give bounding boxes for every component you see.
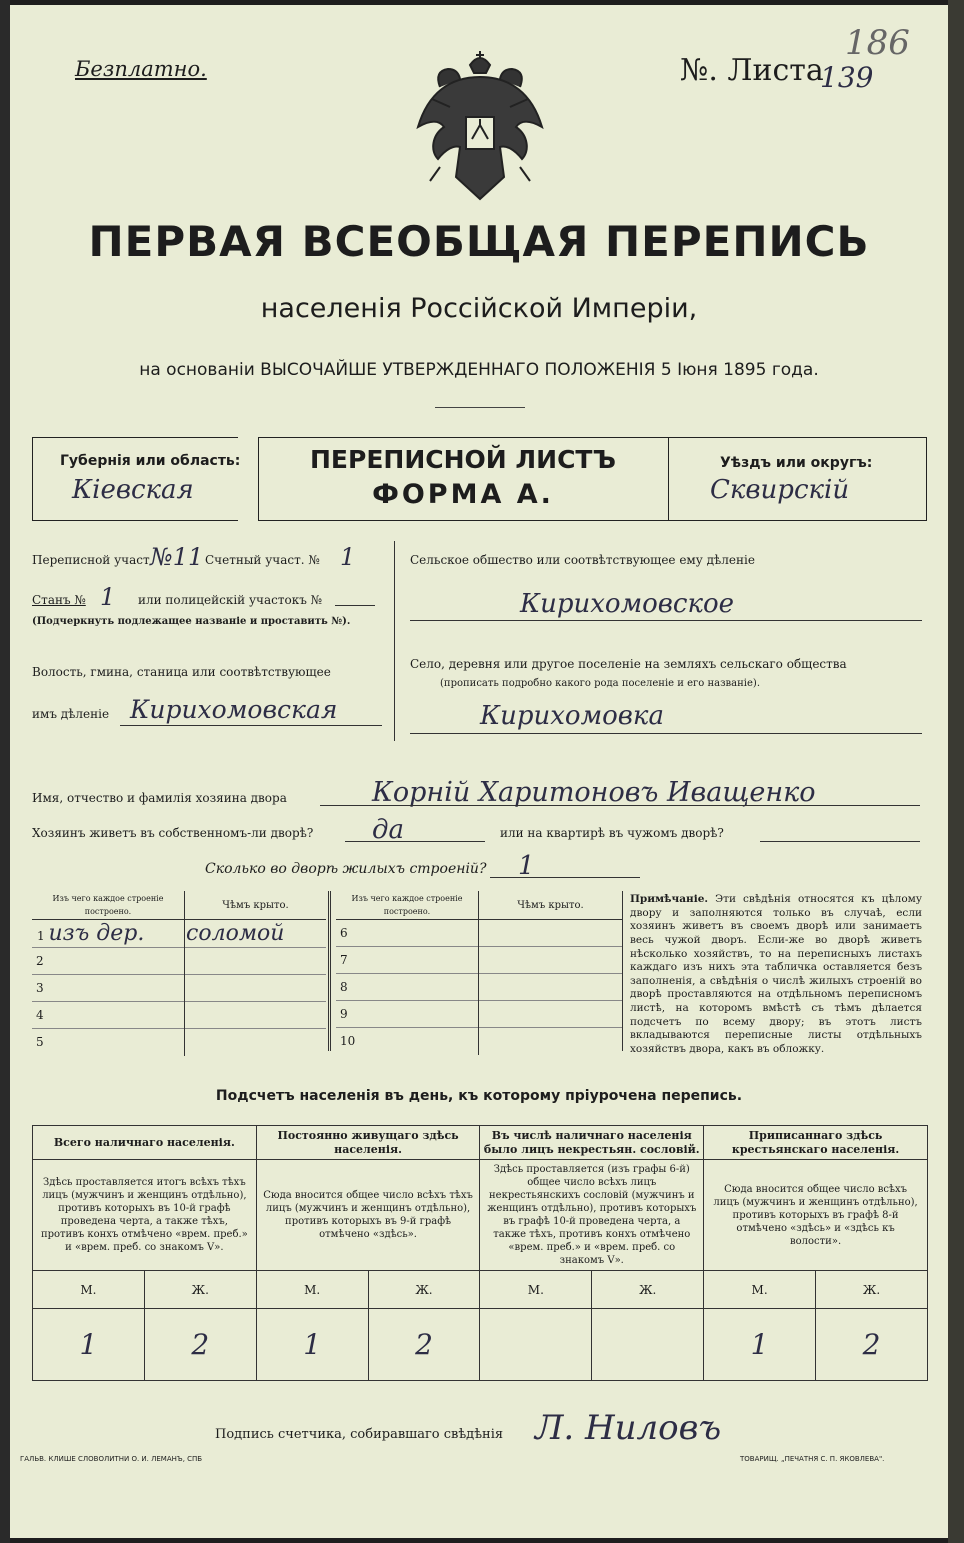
permanent-female-value: 2: [368, 1309, 480, 1381]
police-line: [335, 605, 375, 606]
free-label: Безплатно.: [75, 57, 207, 81]
village-value: Кирихомовка: [480, 701, 664, 731]
own-yard-label: Хозяинъ живетъ въ собственномъ-ли дворѣ?: [32, 826, 314, 840]
village-label: Село, деревня или другое поселеніе на земляхъ сельскаго общества: [410, 657, 847, 671]
row-number: 7: [336, 947, 479, 974]
row-number: 5: [32, 1029, 185, 1056]
building-material: изъ дер.: [48, 921, 145, 946]
pop-col-desc-total: Здѣсь проставляется итогъ всѣхъ тѣхъ лицъ (мужчинъ и женщинъ отдѣльно), противъ которыхъ въ 10-й графѣ проведена черта, а также тѣхъ, противъ конхъ отмѣчено «врем. преб.» и «врем. преб. со знакомъ V».: [33, 1160, 257, 1271]
census-section-value: №11: [150, 543, 204, 571]
roof-header: Чѣмъ крыто.: [517, 899, 584, 911]
society-line: [410, 620, 922, 621]
rent-line: [760, 841, 920, 842]
pop-col-header-total: Всего наличнаго населенія.: [33, 1126, 257, 1160]
form-title: ПЕРЕПИСНОЙ ЛИСТЪ: [310, 445, 616, 474]
male-header: М.: [256, 1271, 368, 1309]
buildings-label: Сколько во дворѣ жилыхъ строеній?: [205, 861, 487, 877]
volost-label-2: имъ дѣленіе: [32, 707, 110, 721]
scan-border-right: [948, 0, 964, 1543]
district-value: Сквирскій: [710, 475, 850, 505]
pop-col-desc-nonpeasant: Здѣсь проставляется (изъ графы 6-й) общее число всѣхъ лицъ некрестьянскихъ сословій (мужчинъ и женщинъ отдѣльно), противъ которыхъ въ графѣ 10-й проведена черта, а также тѣхъ, противъ конхъ отмѣчено «врем. преб.» и «врем. преб. со знакомъ V».: [480, 1160, 704, 1271]
row-number: 6: [336, 920, 479, 947]
female-header: Ж.: [816, 1271, 928, 1309]
owner-name-value: Корній Харитоновъ Иващенко: [372, 777, 816, 808]
volost-label: Волость, гмина, станица или соотвѣтствующее: [32, 665, 331, 679]
building-roof: [185, 1029, 327, 1056]
buildings-table-left: [32, 891, 326, 1056]
permanent-male-value: 1: [256, 1309, 368, 1381]
count-section-label: Счетный участ. №: [205, 553, 320, 567]
stan-note: (Подчеркнуть подлежащее названіе и проставить №).: [32, 616, 351, 627]
female-header: Ж.: [368, 1271, 480, 1309]
ornament-divider: [435, 407, 525, 408]
row-number: 2: [32, 948, 185, 975]
population-table: [32, 1125, 928, 1381]
double-headed-eagle-emblem: [410, 47, 550, 207]
row-number: 9: [336, 1001, 479, 1028]
volost-line: [120, 725, 382, 726]
district-label: Уѣздъ или округъ:: [720, 455, 873, 471]
note-text: Эти свѣдѣнія относятся къ цѣлому двору и заполняются только въ случаѣ, если хозяинъ живетъ въ своемъ дворѣ или занимаетъ весь чужой дворъ. Если-же во дворѣ живетъ нѣсколько хозяйствъ, то на переписныхъ листахъ каждаго изъ нихъ эта табличка оставляется безъ заполненія, а свѣдѣнія о числѣ жилыхъ строеній во дворѣ проставляются на отдѣльномъ переписномъ листѣ, на которомъ вмѣстѣ съ тѣмъ дѣлается подсчетъ по всему двору; въ этотъ листъ вкладываются переписные листы отдѣльныхъ хозяйствъ двора, какъ въ обложку.: [630, 893, 922, 1056]
total-male-value: 1: [33, 1309, 145, 1381]
field-column-divider: [394, 541, 395, 741]
province-value: Кіевская: [72, 475, 194, 505]
male-header: М.: [33, 1271, 145, 1309]
buildings-line: [490, 877, 640, 878]
row-number: 8: [336, 974, 479, 1001]
table-right-edge: [622, 891, 623, 1051]
census-section-label: Переписной участ: [32, 553, 150, 567]
building-roof: [185, 948, 327, 975]
total-female-value: 2: [144, 1309, 256, 1381]
village-note: (прописать подробно какого рода поселеніе и его названіе).: [440, 678, 760, 689]
buildings-table-right: [336, 891, 622, 1055]
census-sheet: [10, 5, 948, 1538]
pop-col-header-nonpeasant: Въ числѣ наличнаго населенія было лицъ некрестьян. сословій.: [480, 1126, 704, 1160]
row-number: 3: [32, 975, 185, 1002]
imprint-right: ТОВАРИЩ. „ПЕЧАТНЯ С. П. ЯКОВЛЕВА".: [740, 1455, 885, 1463]
document-subtitle: населенія Россійской Имперіи,: [260, 293, 698, 324]
rent-label: или на квартирѣ въ чужомъ дворѣ?: [500, 826, 724, 840]
own-yard-line: [345, 841, 485, 842]
building-roof: [185, 975, 327, 1002]
female-header: Ж.: [144, 1271, 256, 1309]
village-line: [410, 733, 922, 734]
pop-col-header-permanent: Постоянно живущаго здѣсь населенія.: [256, 1126, 480, 1160]
note-lead: Примѣчаніе.: [630, 893, 709, 905]
document-title: ПЕРВАЯ ВСЕОБЩАЯ ПЕРЕПИСЬ: [88, 217, 870, 266]
row-number: 4: [32, 1002, 185, 1029]
buildings-value: 1: [518, 851, 535, 881]
own-yard-value: да: [372, 815, 404, 845]
material-header: Изъ чего каждое строеніе построено.: [32, 891, 185, 920]
stan-value: 1: [100, 583, 116, 611]
owner-name-line: [320, 805, 920, 806]
sheet-number-label: №. Листа: [680, 53, 824, 88]
count-section-value: 1: [340, 543, 356, 571]
building-roof: соломой: [186, 921, 285, 946]
material-header: Изъ чего каждое строеніе построено.: [336, 891, 479, 920]
ascribed-female-value: 2: [816, 1309, 928, 1381]
sheet-number-stamp: 186: [845, 23, 910, 63]
male-header: М.: [704, 1271, 816, 1309]
volost-value: Кирихомовская: [130, 695, 338, 724]
pop-col-desc-permanent: Сюда вносится общее число всѣхъ тѣхъ лицъ (мужчинъ и женщинъ отдѣльно), противъ которыхъ въ 9-й графѣ отмѣчено «здѣсь».: [256, 1160, 480, 1271]
note-block: [630, 893, 922, 1057]
imprint-left: ГАЛЬВ. КЛИШЕ СЛОВОЛИТНИ О. И. ЛЕМАНЪ, СПБ: [20, 1455, 203, 1463]
society-value: Кирихомовское: [520, 589, 735, 619]
stan-label: Станъ №: [32, 593, 86, 607]
male-header: М.: [480, 1271, 592, 1309]
legal-basis: на основаніи ВЫСОЧАЙШЕ УТВЕРЖДЕННАГО ПОЛОЖЕНІЯ 5 Іюня 1895 года.: [139, 360, 819, 380]
pop-col-header-ascribed: Приписаннаго здѣсь крестьянскаго населенія.: [704, 1126, 928, 1160]
police-label: или полицейскій участокъ №: [138, 593, 323, 607]
owner-name-label: Имя, отчество и фамилія хозяина двора: [32, 791, 287, 805]
signature-value: Л. Ниловъ: [535, 1408, 722, 1448]
row-number: 1: [37, 929, 45, 943]
signature-label: Подпись счетчика, собиравшаго свѣдѣнія: [215, 1427, 504, 1442]
province-label: Губернія или область:: [60, 453, 241, 469]
form-subtitle: ФОРМА А.: [372, 479, 554, 510]
row-number: 10: [336, 1028, 479, 1055]
population-heading: Подсчетъ населенія въ день, къ которому пріурочена перепись.: [215, 1088, 743, 1104]
nonpeasant-female-value: [592, 1309, 704, 1381]
building-roof: [185, 1002, 327, 1029]
nonpeasant-male-value: [480, 1309, 592, 1381]
society-label: Сельское обшество или соотвѣтствующее ему дѣленіе: [410, 553, 755, 567]
sheet-number-handwritten: 139: [820, 61, 874, 94]
female-header: Ж.: [592, 1271, 704, 1309]
scan-border-left: [0, 0, 10, 1543]
table-separator: [328, 891, 331, 1051]
roof-header: Чѣмъ крыто.: [222, 899, 289, 911]
pop-col-desc-ascribed: Сюда вносится общее число всѣхъ лицъ (мужчинъ и женщинъ отдѣльно), противъ которыхъ въ графѣ 8-й отмѣчено «здѣсь» и «здѣсь къ волости».: [704, 1160, 928, 1271]
ascribed-male-value: 1: [704, 1309, 816, 1381]
